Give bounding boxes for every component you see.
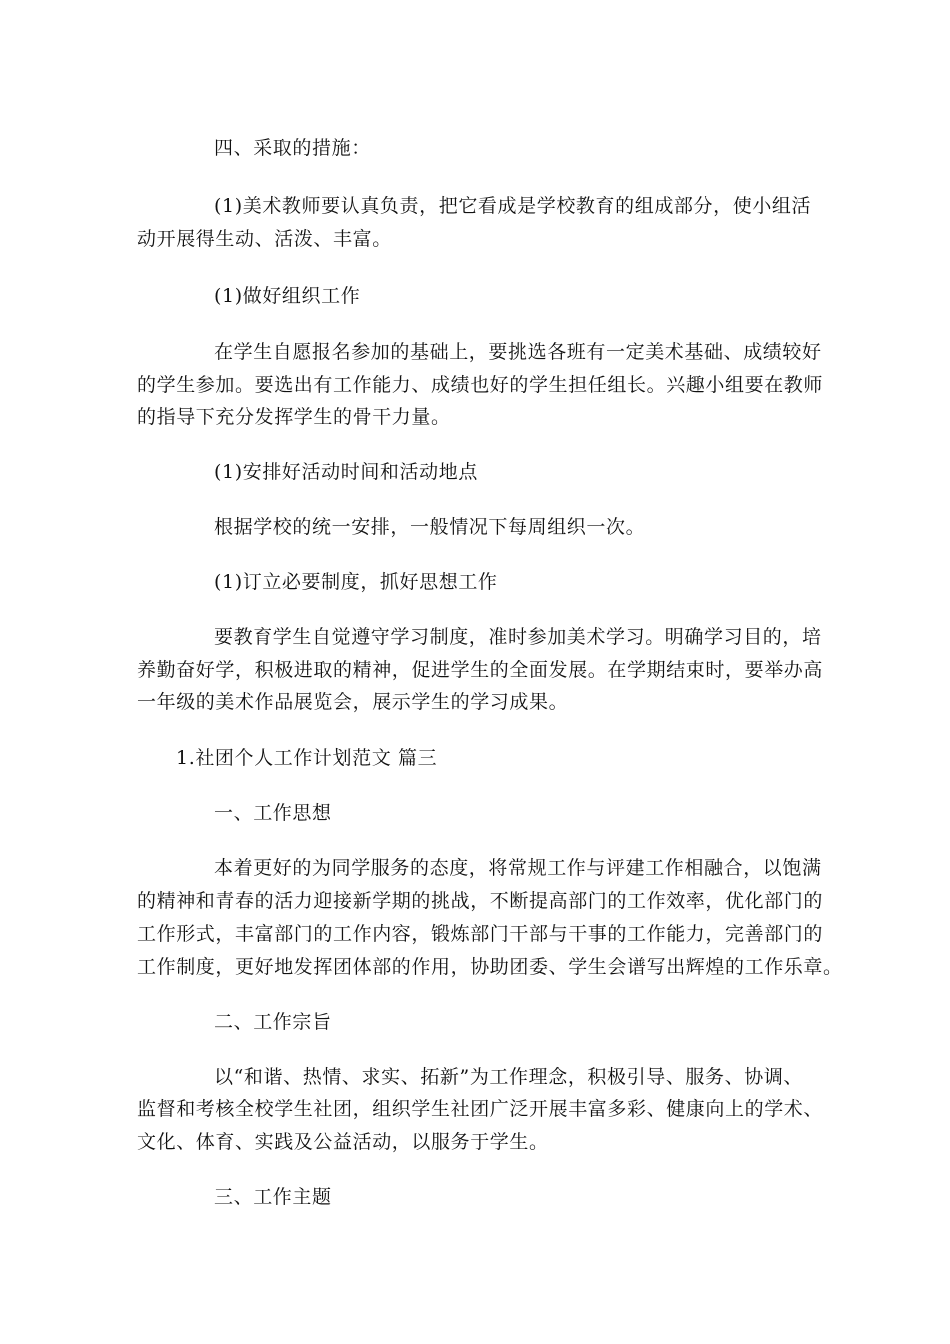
section-two-heading: 二、工作宗旨 [214, 1011, 332, 1033]
measure-2-line-3: 的指导下充分发挥学生的骨干力量。 [137, 406, 451, 428]
section-two-line-1: 以“和谐、热情、求实、拓新”为工作理念，积极引导、服务、协调、 [214, 1066, 804, 1088]
measure-1-line-2: 动开展得生动、活泼、丰富。 [137, 228, 392, 250]
measure-4-line-1: 要教育学生自觉遵守学习制度，准时参加美术学习。明确学习目的，培 [214, 626, 822, 648]
section-one-line-3: 工作形式，丰富部门的工作内容，锻炼部门干部与干事的工作能力，完善部门的 [137, 923, 824, 945]
measure-4-heading: (1)订立必要制度，抓好思想工作 [214, 571, 498, 593]
section-two-line-2: 监督和考核全校学生社团，组织学生社团广泛开展丰富多彩、健康向上的学术、 [137, 1098, 824, 1120]
section-one-line-2: 的精神和青春的活力迎接新学期的挑战，不断提高部门的工作效率，优化部门的 [137, 890, 824, 912]
section-four-heading: 四、采取的措施： [214, 137, 371, 159]
measure-4-line-3: 一年级的美术作品展览会，展示学生的学习成果。 [137, 691, 569, 713]
section-one-line-4: 工作制度，更好地发挥团体部的作用，协助团委、学生会谱写出辉煌的工作乐章。 [137, 956, 843, 978]
measure-3-body: 根据学校的统一安排，一般情况下每周组织一次。 [214, 516, 646, 538]
measure-1-line-1: (1)美术教师要认真负责，把它看成是学校教育的组成部分，使小组活 [214, 195, 812, 217]
measure-3-heading: (1)安排好活动时间和活动地点 [214, 461, 478, 483]
measure-4-line-2: 养勤奋好学，积极进取的精神，促进学生的全面发展。在学期结束时，要举办高 [137, 659, 824, 681]
measure-2-heading: (1)做好组织工作 [214, 285, 361, 307]
section-two-line-3: 文化、体育、实践及公益活动，以服务于学生。 [137, 1131, 549, 1153]
measure-2-line-2: 的学生参加。要选出有工作能力、成绩也好的学生担任组长。兴趣小组要在教师 [137, 374, 824, 396]
section-one-heading: 一、工作思想 [214, 802, 332, 824]
article-title: 1.社团个人工作计划范文 篇三 [176, 747, 438, 769]
measure-2-line-1: 在学生自愿报名参加的基础上，要挑选各班有一定美术基础、成绩较好 [214, 341, 822, 363]
section-one-line-1: 本着更好的为同学服务的态度，将常规工作与评建工作相融合，以饱满 [214, 857, 822, 879]
section-three-heading: 三、工作主题 [214, 1186, 332, 1208]
